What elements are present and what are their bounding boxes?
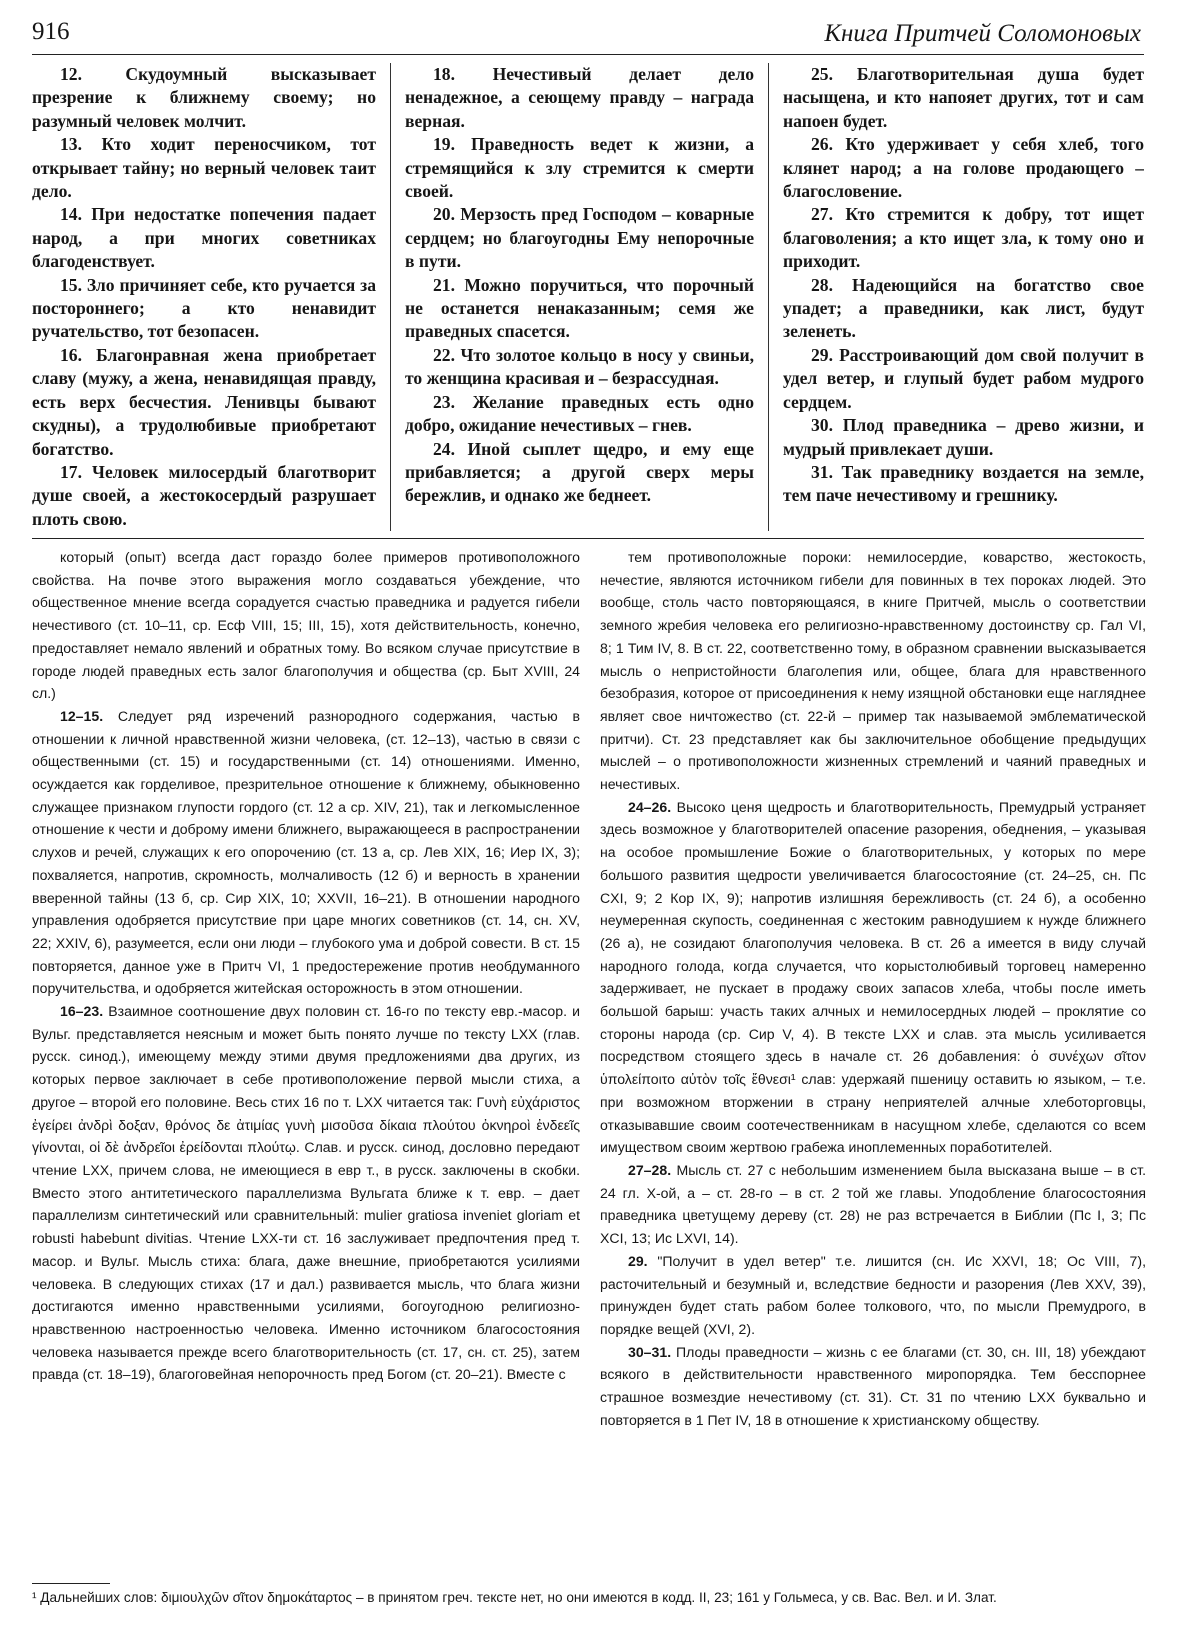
- paragraph-text: тем противоположные пороки: немилосердие, коварство, жестокость, нечестие, являются источником гибели для повинных в тех пороках людей. Это вообще, столь часто повторяющаяся, в книге Притчей, мысль о соответствии земного жребия человека его религиозно-нравственному достоинству ср. Гал VI, 8; 1 Тим IV, 8. В ст. 22, соответственно тому, в образном сравнении высказывается мысль о непристойности благолепия или, общее, блага для нравственного безобразия, которое от присоединения к нему изящной обстановки еще нагляднее являет свое ничтожество (ст. 22-й – пример так называемой эмблематической притчи). Ст. 23 представляет как бы заключительное обобщение предыдущих мыслей – о противоположности жизненных стремлений и чаяний праведных и нечестивых.: [600, 549, 1146, 793]
- verse: 23. Желание праведных есть одно добро, ожидание нечестивых – гнев.: [405, 391, 754, 436]
- verse: 17. Человек милосердый благотворит душе своей, а жестокосердый разрушает плоть свою.: [32, 461, 376, 529]
- paragraph-text: Плоды праведности – жизнь с ее благами (ст. 30, сн. III, 18) убеждают всякого в действительности нравственного миропорядка. Тем бесспорнее страшное возмездие нечестивому (ст. 31). Ст. 31 по чтению LXX буквально и повторяется в 1 Пет IV, 18 в отношение к христианскому обществу.: [600, 1343, 1146, 1428]
- verse: 24. Иной сыплет щедро, и ему еще прибавляется; а другой сверх меры бережлив, и однако же беднеет.: [405, 438, 754, 506]
- paragraph-text: Взаимное соотношение двух половин ст. 16-го по тексту евр.-масор. и Вульг. представляется неясным и может быть понято лучше по тексту LXX (глав. русск. синод.), имеющему между этими двумя предложениями два других, из которых первое заключает в себе противоположение первой мысли стиха, а другое – второй его половине. Весь стих 16 по т. LXX читается так: Γυνὴ εὐχάριστος ἐγείρει ἀνδρὶ δοξαν, θρόνος δε ἀτιμίας γυνὴ μισοῦσα δίκαια πλούτου ὀκνηροὶ ἐνδεεῖς γίνονται, οἱ δὲ ἀνδρεῖοι ἐρείδονται πλούτῳ. Слав. и русск. синод, дословно передают чтение LXX, причем слова, не имеющиеся в евр т., в русск. заключены в скобки. Вместо этого антитетического параллелизма Вульгата ближе к т. евр. – дает параллелизм синтетический или сравнительный: mulier gratiosa inveniet gloriam et robusti habebunt divitias. Чтение LXX-ти ст. 16 заслуживает предпочтения пред т. масор. и Вульг. Мысль стиха: блага, даже внешние, приобретаются усилиями человека. В следующих стихах (17 и дал.) развивается мысль, что блага жизни достигаются именно нравственными усилиями, богоугодною религиозно-нравственною настроенностью человека. Именно источником благосостояния человека называется прежде всего благотворительность (ст. 17, сн. ст. 25), затем правда (ст. 18–19), благоговейная непорочность пред Богом (ст. 20–21). Вместе с: [32, 1003, 580, 1383]
- commentary-paragraph: [600, 1159, 1146, 1250]
- paragraph-lead: 30–31.: [628, 1343, 672, 1360]
- commentary-paragraph: [600, 1250, 1146, 1341]
- verse: 29. Расстроивающий дом свой получит в удел ветер, и глупый будет рабом мудрого сердцем.: [783, 344, 1144, 412]
- verse: 20. Мерзость пред Господом – коварные сердцем; но благоугодны Ему непорочные в пути.: [405, 204, 754, 272]
- commentary-paragraph: [32, 705, 580, 1000]
- footnote-rule: [32, 1583, 110, 1584]
- paragraph-lead: 27–28.: [628, 1161, 672, 1178]
- verse-column-1: [32, 63, 390, 531]
- verse: 25. Благотворительная душа будет насыщена, и кто напояет других, тот и сам напоен будет.: [783, 64, 1144, 131]
- verse: 12. Скудоумный высказывает презрение к ближнему своему; но разумный человек молчит.: [32, 64, 376, 131]
- paragraph-text: который (опыт) всегда даст гораздо более примеров противоположного свойства. На почве этого выражения могло создаваться убеждение, что общественное мнение всегда сорадуется счастью праведника и радуется гибели нечестивого (ст. 10–11, ср. Есф VIII, 15; III, 15), хотя действительность, конечно, предоставляет немало явлений и обратных тому. Во всяком случае присутствие в городе людей праведных есть залог благополучия и общества (ср. Быт XVIII, 24 сл.): [32, 549, 580, 702]
- paragraph-text: Мысль ст. 27 с небольшим изменением была высказана выше – в ст. 24 гл. Х-ой, а – ст. 28-го – в ст. 2 той же главы. Уподобление благосостояния праведника цветущему дереву (ст. 28) не раз встречается в Библии (Пс I, 3; Пс XCI, 13; Ис LXVI, 14).: [600, 1161, 1146, 1247]
- verse: 18. Нечестивый делает дело ненадежное, а сеющему правду – награда верная.: [405, 64, 754, 131]
- verse: 28. Надеющийся на богатство свое упадет; а праведники, как лист, будут зеленеть.: [783, 274, 1144, 342]
- verse: 31. Так праведнику воздается на земле, тем паче нечестивому и грешнику.: [783, 461, 1144, 506]
- footnote: ¹ Дальнейших слов: διμιουλχῶν σῖτον δημοκάταρτος – в принятом греч. тексте нет, но они имеются в кодд. II, 23; 161 у Гольмеса, у св. Вас. Вел. и И. Злат.: [32, 1590, 997, 1605]
- verse: 15. Зло причиняет себе, кто ручается за постороннего; а кто ненавидит ручательство, тот безопасен.: [32, 274, 376, 342]
- verse: 13. Кто ходит переносчиком, тот открывает тайну; но верный человек таит дело.: [32, 134, 376, 202]
- section-rule: [32, 538, 1144, 539]
- commentary-paragraph: [600, 546, 1146, 796]
- paragraph-text: Следует ряд изречений разнородного содержания, частью в отношении к личной нравственной жизни человека, (ст. 12–13), частью в связи с общественными (ст. 15) и государственными (ст. 14) отношениями. Именно, осуждается как горделивое, презрительное отношение к ближнему, обыкновенно служащее признаком глупости гордого (ст. 12 а ср. XIV, 21), так и легкомысленное отношение к чести и доброму имени ближнего, выражающееся в распространении слухов и речей, служащих к его опорочению (ст. 13 а, ср. Лев XIX, 16; Иер IX, 3); похваляется, напротив, скромность, молчаливость (12 б) и верность в хранении вверенной тайны (13 б, ср. Сир XIX, 10; XXVII, 16–21). В отношении народного управления одобряется присутствие при царе многих советников (ст. 14, сн. XV, 22; XXIV, 6), разумеется, если они люди – глубокого ума и доброй совести. В ст. 15 повторяется, данное уже в Притч VI, 1 предостережение против необдуманного поручительства, и одобряется житейская осторожность в этом отношении.: [32, 707, 580, 997]
- verse: 14. При недостатке попечения падает народ, а при многих советниках благоденствует.: [32, 204, 376, 272]
- verse: 21. Можно поручиться, что порочный не останется ненаказанным; семя же праведных спасется.: [405, 274, 754, 342]
- verse: 26. Кто удерживает у себя хлеб, того клянет народ; а на голове продающего – благословение.: [783, 134, 1144, 202]
- paragraph-lead: 29.: [628, 1252, 648, 1269]
- commentary-paragraph: [600, 1341, 1146, 1432]
- commentary-paragraph: [32, 546, 580, 705]
- page-number: 916: [32, 18, 70, 45]
- verse: 30. Плод праведника – древо жизни, и мудрый привлекает души.: [783, 415, 1144, 459]
- paragraph-lead: 12–15.: [60, 707, 104, 724]
- top-rule: [32, 54, 1144, 55]
- commentary-column-right: [600, 546, 1146, 1466]
- verse-column-3: [768, 63, 1144, 531]
- scripture-verses: [32, 63, 1144, 531]
- verse-column-2: [390, 63, 768, 531]
- paragraph-lead: 16–23.: [60, 1003, 104, 1020]
- commentary-paragraph: [32, 1000, 580, 1386]
- verse: 27. Кто стремится к добру, тот ищет благоволения; а кто ищет зла, к тому оно и приходит.: [783, 204, 1144, 272]
- paragraph-text: "Получит в удел ветер" т.е. лишится (сн. Ис XXVI, 18; Ос VIII, 7), расточительный и безумный и, вследствие бедности и разорения (Лев XXV, 39), принужден будет стать рабом более толкового, что, по мысли Премудрого, в порядке вещей (XVI, 2).: [600, 1252, 1146, 1337]
- commentary-column-left: [32, 546, 580, 1466]
- verse: 19. Праведность ведет к жизни, а стремящийся к злу стремится к смерти своей.: [405, 134, 754, 202]
- running-head: Книга Притчей Соломоновых: [824, 20, 1141, 47]
- verse: 16. Благонравная жена приобретает славу (мужу, а жена, ненавидящая правду, есть верх бесчестия. Ленивцы бывают скудны), а трудолюбивые приобретают богатство.: [32, 344, 376, 459]
- paragraph-lead: 24–26.: [628, 798, 672, 815]
- verse: 22. Что золотое кольцо в носу у свиньи, то женщина красивая и – безрассудная.: [405, 344, 754, 389]
- paragraph-text: Высоко ценя щедрость и благотворительность, Премудрый устраняет здесь возможное у благотворителей опасение разорения, обеднения, – указывая на особое промышление Божие о благотворительных, у которых по мере большого развития щедрости увеличивается благосостояние (ст. 24–25, сн. Пс CXI, 9; 2 Кор IX, 9); напротив излишняя бережливость (ст. 24 б), а особенно неумеренная скупость, соединенная с жестоким равнодушием к нужде ближнего (26 а), не созидают благополучия человека. В ст. 26 а имеется в виду случай народного голода, когда случается, что корыстолюбивый торговец намеренно задерживает, не пускает в продажу своих запасов хлеба, чтобы после иметь большой барыш: участь таких алчных и немилосердных людей – проклятие со стороны народа (ср. Сир V, 4). В тексте LXX и слав. эта мысль усиливается посредством стоящего здесь в начале ст. 26 добавления: ὁ συνέχων σῖτον ὑπολείποιτο αὐτὸν τοῖς ἔθνεσι¹ слав: удержаяй пшеницу оставить ю языком, – т.е. при возможном вторжении в страну неприятелей алчные хлеботорговцы, отказывавшие своим соотечественникам в насущном хлебе, сделаются со всем имуществом своим жертвою грабежа иноплеменных поработителей.: [600, 798, 1146, 1156]
- commentary-paragraph: [600, 796, 1146, 1159]
